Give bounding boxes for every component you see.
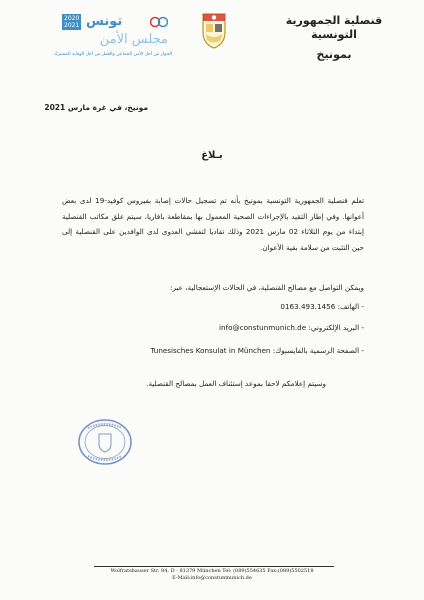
consulate-city: بمونيخ xyxy=(316,48,352,61)
logo-security-council: مجلس الأمن xyxy=(99,32,168,47)
contact-intro: ويمكن التواصل مع مصالح القنصلية، في الحالات الإستعجالية، عبر: xyxy=(170,283,364,292)
official-stamp-icon xyxy=(76,418,134,466)
footer-divider xyxy=(94,566,334,567)
phone-value: 0163.493.1456 xyxy=(280,302,336,311)
closing-sentence: وسيتم إعلامكم لاحقا بموعد إستئناف العمل بمصالح القنصلية. xyxy=(146,379,326,388)
tunisia-coat-of-arms-icon xyxy=(200,10,228,50)
document-date: مونيخ، في غرة مارس 2021 xyxy=(44,103,148,112)
footer xyxy=(0,568,424,582)
contact-phone xyxy=(280,302,364,311)
contact-facebook xyxy=(150,346,364,355)
footer-email: E-Mail:info@constunmunich.de xyxy=(172,575,252,581)
un-emblem-icon xyxy=(150,16,168,28)
logo-tunisia: تونس xyxy=(86,14,123,29)
facebook-value: Tunesisches Konsulat in München xyxy=(150,346,271,355)
security-council-logo xyxy=(53,14,172,70)
consulate-heading xyxy=(264,14,404,62)
facebook-label: - الصفحة الرسمية بالفايسبوك: xyxy=(272,346,364,355)
consulate-name: قنصلية الجمهورية التونسية xyxy=(285,14,383,41)
announcement-paragraph: تعلم قنصلية الجمهورية التونسية بمونيخ بأنه تم تسجيل حالات إصابة بفيروس كوفيد-19 لدى بعض أعوانها. وفي إطار التقيد بالإجراءات الصحية المعمول بها بمقاطعة بافاريا، سيتم غلق مكاتب القنصلية إبتداء من يوم الثلاثاء 02 مارس 2021 وذلك تفاديا لتفشي العدوى لدى الوافدين على القنصلية إلى حين التثبت من سلامة بقية الأعوان. xyxy=(62,196,365,252)
phone-label: - الهاتف: xyxy=(337,302,364,311)
email-label: - البريد الإلكتروني: xyxy=(308,323,364,332)
logo-tagline: الحوار من أجل الأمن الجماعي والعمل من أجل الوقاية المشترك xyxy=(53,52,172,57)
footer-address: Wolfratshauser Str. 84, D - 81379 München Tel: (089)554635 Fax:(089)5502518 xyxy=(110,568,314,574)
logo-years: 2020 2021 xyxy=(64,15,80,29)
document-title: بـلاغ xyxy=(201,150,223,161)
email-value[interactable]: info@constunmunich.de xyxy=(219,323,307,332)
contact-email xyxy=(219,323,364,332)
